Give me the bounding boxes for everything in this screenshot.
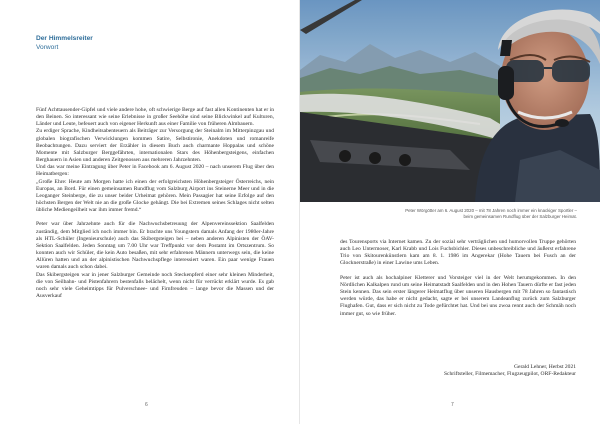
paragraph: Peter war über Jahrzehnte auch für die Nachwuchsbetreuung der Alpenvereinssektion Saalfelden zuständig, dem Mitglied ich noch immer bin. Er brachte uns Youngstern damals Anfang der 1980er-Jahre als HTL-Schüler (Ingenieurschule) auch das Skibergsteigen bei – neben anderen Alpinisten der ÖAV-Sektion Saalfelden. Jeden Sonntag um 7.00 Uhr war Treffpunkt vor dem Postamt im Ortszentrum. So konnten auch wir Schüler, die kein Auto besaßen, mit sehr erfahrenen Männern unterwegs sein, die keine Allüren hatten und an der alpinistischen Nachwuchspflege interessiert waren. Ein paar wenige Frauen waren damals auch schon dabei. bbox=[36, 221, 274, 271]
paragraph: des Tourensports via Internet kamen. Zu der sozial sehr verträglichen und humorvollen Truppe gehörten auch Leo Untermoser, Karl Krabb und Lois Fuchsbichler. Dieses unbeschreibliche und äußerst erfahrene Trio von Skitourenkünstlern kam am 8. 1. 1986 im Angerekar (Hohe Tauern bei Fusch an der Glocknerstraße) in einer Lawine ums Leben. bbox=[340, 239, 576, 267]
quote-paragraph: „Große Ehre: Heute am Morgen hatte ich einen der erfolgreichsten Höhenbergsteiger Österreichs, nein Europas, an Bord. Für einen gemeinsamen Rundflug vom Salzburg Airport ins Steinerne Meer und in die Leoganger Steinberge, die zu unser beider Urheimat gehören. Mein Passagier hat seine Erfolge auf den höchsten Bergen der Welt nie an die große Glocke gehängt. Die bei Extremen seines Schlages nicht selten übliche Mediengeilheit war ihm immer fremd.“ bbox=[36, 178, 274, 214]
page-number-left: 6 bbox=[145, 402, 148, 408]
paragraph: Zu erdiger Sprache, Kindheitsabenteuern als Beiträger zur Versorgung der Steinalm im Mitterpinzgau und globalen biografischen Verwicklungen kommen Satire, Selbstironie, Anekdoten und romanreife Beobachtungen. Dazu serviert der Erzähler in diesem Buch auch charmante Hoppalas und schöne Momente mit Salzburger Berggefährten, internationalen Stars des Höhenbergsteigens, einfachen Berghauern in Asien und anderen Zeitgenossen aus mehreren Jahrzehnten. bbox=[36, 128, 274, 164]
section-heading bbox=[36, 35, 93, 52]
signature-block bbox=[340, 364, 576, 378]
paragraph: Fünf Achttausender-Gipfel und viele andere hohe, oft schwierige Berge auf fast allen Kontinenten hat er in den Beinen. So interessant wie seine Erlebnisse in großer Seehöhe sind seine Blickwinkel auf Kulturen, Länder und Leute, befeuert auch von eigener Herkunft aus einer Familie von früheren Almbauern. bbox=[36, 107, 274, 128]
section-title: Der Himmelsreiter bbox=[36, 35, 93, 42]
photo-caption: Peter Wörgötter am 6. August 2020 – mit 78 Jahren noch immer ein knackiger Sportler – beim gemeinsamen Rundflug über der Salzburger Heimat. bbox=[405, 208, 577, 219]
page-number-right: 7 bbox=[451, 402, 454, 408]
cockpit-photo bbox=[300, 0, 600, 202]
signature-name-date: Gerald Lehner, Herbst 2021 bbox=[513, 364, 576, 370]
left-body-text bbox=[36, 107, 274, 300]
section-subtitle: Vorwort bbox=[36, 43, 59, 51]
paragraph: Und das war meine Eintragung über Peter in Facebook am 6. August 2020 – nach unserem Flug über den Heimatbergen: bbox=[36, 164, 274, 178]
right-body-text bbox=[340, 239, 576, 318]
paragraph: Peter ist auch als hochalpiner Kletterer und Vorsteiger viel in der Welt herumgekommen. In den Nördlichen Kalkalpen rund um seine Heimatstadt Saalfelden und in den Hohen Tauern dürfte er fast jeden Stein kennen. Das sein erster längerer Heimatflug über unseren Hausbergen mit 78 Jahren so fantastisch werden würde, das habe er nicht gedacht, sagte er bei unserem Landeanflug zurück zum Salzburger Flughafen. Gut, dass er sich nicht zu Tode gefürchtet hat. Und bei uns zwoa rennt auch der Schmäh noch immer gut, so wie früher. bbox=[340, 274, 576, 317]
paragraph: Das Skibergsteigen war in jener Salzburger Gemeinde noch Steckenpferd einer sehr kleinen Minderheit, die von Seilbahn- und Pistenfahrern bestenfalls belächelt, wenn nicht für verrückt erklärt wurde. Es gab noch sehr viele Geheimtipps für Pulverschnee- und Firnfreuden – lange bevor die Massen und der Ausverkauf bbox=[36, 271, 274, 300]
signature-roles: Schriftsteller, Filmemacher, Flugzeugpilot, ORF-Redakteur bbox=[443, 371, 576, 378]
